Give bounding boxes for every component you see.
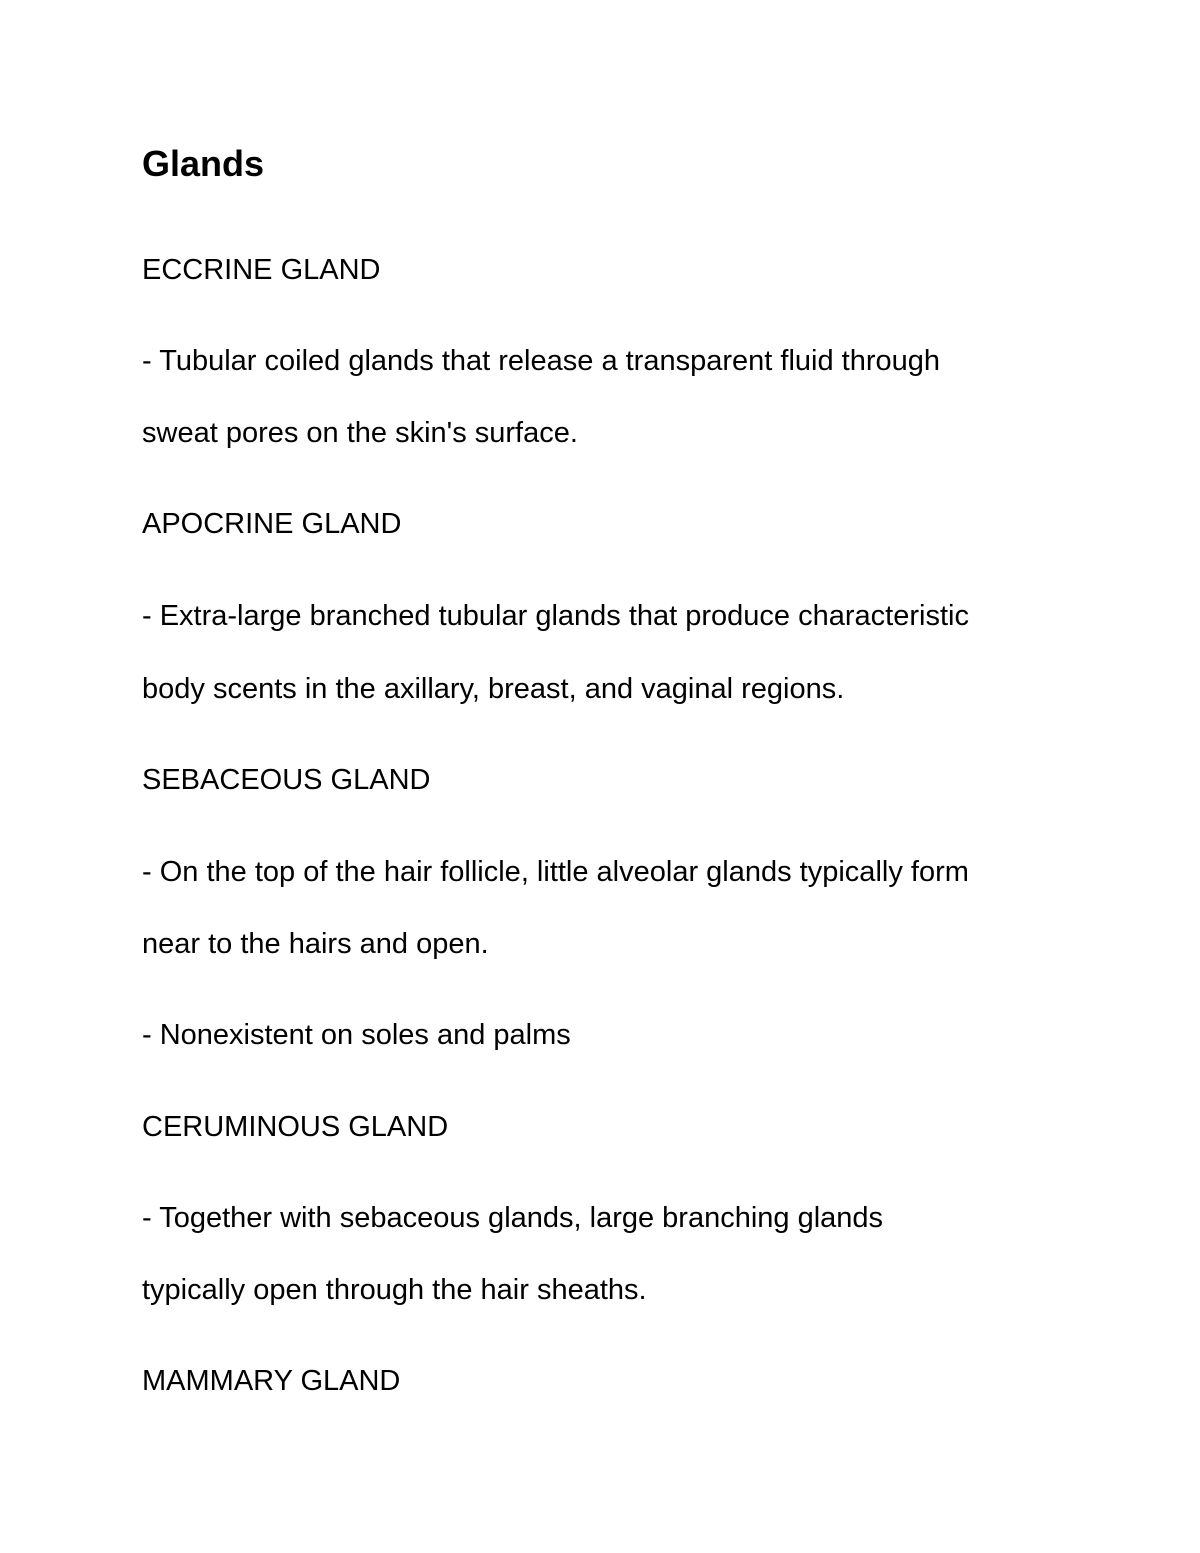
paragraph-line: body scents in the axillary, breast, and vaginal regions. [142,673,845,705]
section-heading-mammary: MAMMARY GLAND [142,1365,401,1397]
paragraph-line: - Tubular coiled glands that release a transparent fluid through [142,345,940,377]
paragraph-line: - On the top of the hair follicle, little alveolar glands typically form [142,856,969,888]
section-heading-ceruminous: CERUMINOUS GLAND [142,1111,449,1143]
paragraph-line: - Nonexistent on soles and palms [142,1019,571,1051]
section-heading-apocrine: APOCRINE GLAND [142,508,402,540]
page-title: Glands [142,143,265,184]
paragraph-line: near to the hairs and open. [142,928,489,960]
paragraph-line: sweat pores on the skin's surface. [142,417,578,449]
section-heading-sebaceous: SEBACEOUS GLAND [142,764,431,796]
paragraph-line: - Extra-large branched tubular glands that produce characteristic [142,600,969,632]
paragraph-line: - Together with sebaceous glands, large branching glands [142,1202,884,1234]
section-heading-eccrine: ECCRINE GLAND [142,254,381,286]
paragraph-line: typically open through the hair sheaths. [142,1274,647,1306]
